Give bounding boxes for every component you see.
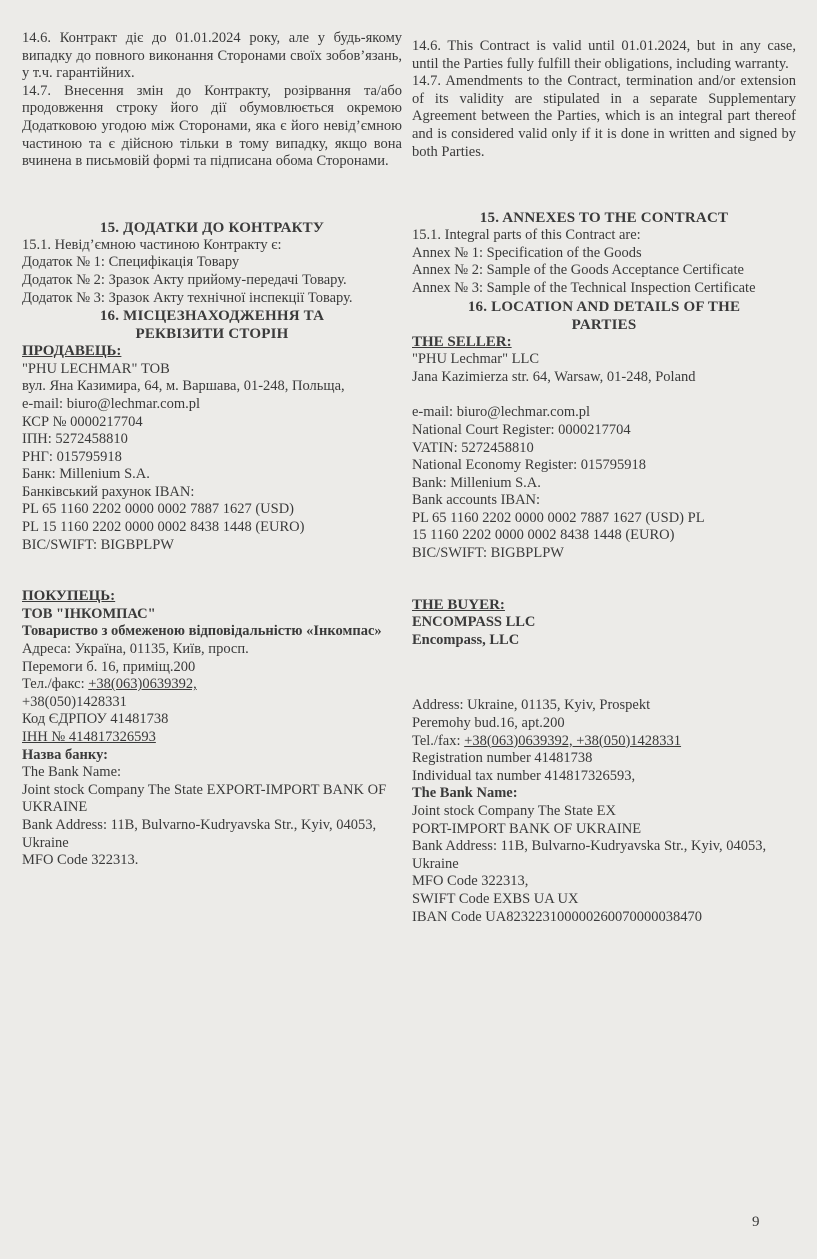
clause-14-7-en: 14.7. Amendments to the Contract, termination and/or extension of its validity are stipulated in a separate Supplementary Agreement between the Parties, which is an integral part thereof and is considered valid only if it is done in written and signed by both Parties. <box>412 73 796 160</box>
bank-name-uk: Joint stock Company The State EXPORT-IMPORT BANK OF UKRAINE <box>22 781 387 816</box>
seller-address-en: Jana Kazimierza str. 64, Warsaw, 01-248, Poland <box>412 368 696 385</box>
seller-ncr-en: National Court Register: 0000217704 <box>412 421 631 438</box>
annexes-heading-en: 15. ANNEXES TO THE CONTRACT <box>479 210 729 227</box>
seller-label-uk: ПРОДАВЕЦЬ: <box>22 343 122 360</box>
seller-name-uk: "PHU LECHMAR" ТОВ <box>22 360 170 377</box>
mfo-en: MFO Code 322313, <box>412 873 529 890</box>
iban-en: IBAN Code UA823223100000260070000038470 <box>412 908 702 925</box>
annexes-heading-uk: 15. ДОДАТКИ ДО КОНТРАКТУ <box>99 219 325 236</box>
bank-name-label-en: The Bank Name: <box>412 785 518 802</box>
seller-rng-uk: РНГ: 015795918 <box>22 448 122 465</box>
buyer-phone-link[interactable]: +38(063)0639392, +38(050)1428331 <box>464 732 682 749</box>
mfo-uk: MFO Code 322313. <box>22 852 139 869</box>
swift-en: SWIFT Code EXBS UA UX <box>412 890 579 907</box>
buyer-phone-en: Tel./fax: +38(063)0639392, +38(050)1428331 <box>412 732 682 749</box>
buyer-phone-1-link[interactable]: +38(063)0639392, <box>88 676 197 693</box>
buyer-tax-en: Individual tax number 414817326593, <box>412 767 636 784</box>
buyer-label-uk: ПОКУПЕЦЬ: <box>22 588 116 605</box>
seller-email-en: e-mail: biuro@lechmar.com.pl <box>412 404 591 421</box>
seller-name-en: "PHU Lechmar" LLC <box>412 351 540 368</box>
seller-bic-uk: BIC/SWIFT: BIGBPLPW <box>22 536 174 553</box>
page-number: 9 <box>752 1214 760 1230</box>
seller-bank-uk: Банк: Millenium S.A. <box>22 466 150 483</box>
buyer-address-2-uk: Перемоги б. 16, приміщ.200 <box>22 658 196 675</box>
annex-1-en: Annex № 1: Specification of the Goods <box>412 244 642 261</box>
annex-2-uk: Додаток № 2: Зразок Акту прийому-передачі Товару. <box>22 271 347 288</box>
bank-name-label-uk: Назва банку: <box>22 746 108 763</box>
buyer-ipn-uk: ІНН № 414817326593 <box>22 729 156 745</box>
buyer-address-1-en: Address: Ukraine, 01135, Kyiv, Prospekt <box>412 697 651 714</box>
buyer-label-en: THE BUYER: <box>412 596 505 613</box>
seller-iban-usd-uk: PL 65 1160 2202 0000 0002 7887 1627 (USD) <box>22 501 295 518</box>
clause-14-7-uk: 14.7. Внесення змін до Контракту, розірвання та/або продовження строку його дії обумовлюється окремою Додатковою угодою між Сторонами, яка є його невід’ємною частиною та є дійсною тільки в тому випадку, якщо вона вчинена в письмовій формі та підписана обома Сторонами. <box>22 82 402 170</box>
bank-name-line-1-en: Joint stock Company The State EX <box>412 803 616 819</box>
clause-14-6-en: 14.6. This Contract is valid until 01.01.2024, but in any case, until the Parties fully fulfill their obligations, including warranty. <box>412 38 796 72</box>
buyer-address-2-en: Peremohy bud.16, apt.200 <box>412 715 565 732</box>
ukrainian-column <box>22 30 402 870</box>
seller-iban-eur-en: 15 1160 2202 0000 0002 8438 1448 (EURO) <box>412 527 675 544</box>
buyer-name-en: ENCOMPASS LLC <box>412 614 536 631</box>
buyer-phone-uk: Тел./факс: +38(063)0639392, <box>22 676 197 693</box>
location-heading-en: 16. LOCATION AND DETAILS OF THE PARTIES <box>467 298 741 333</box>
seller-iban-usd-en: PL 65 1160 2202 0000 0002 7887 1627 (USD) PL <box>412 509 705 526</box>
seller-bank-en: Bank: Millenium S.A. <box>412 474 541 491</box>
bank-name-en-label-uk: The Bank Name: <box>22 764 122 781</box>
seller-ner-en: National Economy Register: 015795918 <box>412 457 646 474</box>
english-column <box>412 38 796 926</box>
seller-account-label-en: Bank accounts IBAN: <box>412 492 541 509</box>
clause-14-6-uk: 14.6. Контракт діє до 01.01.2024 року, але у будь-якому випадку до повного виконання Сторонами своїх зобов’язань, у т.ч. гарантійних. <box>22 30 402 82</box>
seller-address-uk: вул. Яна Казимира, 64, м. Варшава, 01-248, Польща, <box>22 378 345 395</box>
seller-bic-en: BIC/SWIFT: BIGBPLPW <box>412 545 564 562</box>
bank-address-en: Bank Address: 11B, Bulvarno-Kudryavska Str., Kyiv, 04053, Ukraine <box>412 838 767 872</box>
annex-3-en: Annex № 3: Sample of the Technical Inspection Certificate <box>412 279 756 296</box>
buyer-name-uk: ТОВ "ІНКОМПАС" <box>22 605 156 622</box>
seller-ipn-uk: ІПН: 5272458810 <box>22 431 128 448</box>
buyer-fullname-uk: Товариство з обмеженою відповідальністю «Інкомпас» <box>22 623 382 640</box>
annexes-intro-en: 15.1. Integral parts of this Contract are: <box>412 227 641 244</box>
buyer-reg-en: Registration number 41481738 <box>412 750 593 767</box>
buyer-edrpou-uk: Код ЄДРПОУ 41481738 <box>22 711 169 728</box>
seller-label-en: THE SELLER: <box>412 333 512 350</box>
seller-account-label-uk: Банківський рахунок IBAN: <box>22 483 195 500</box>
seller-email-uk: e-mail: biuro@lechmar.com.pl <box>22 395 201 412</box>
buyer-fullname-en: Encompass, LLC <box>412 631 520 648</box>
bank-address-uk: Bank Address: 11B, Bulvarno-Kudryavska Str., Kyiv, 04053, Ukraine <box>22 816 377 851</box>
bank-name-line-2-en: PORT-IMPORT BANK OF UKRAINE <box>412 820 642 837</box>
buyer-phone-2-uk: +38(050)1428331 <box>22 693 127 710</box>
seller-ksr-uk: КСР № 0000217704 <box>22 413 143 430</box>
location-heading-uk: 16. МІСЦЕЗНАХОДЖЕННЯ ТА РЕКВІЗИТИ СТОРІН <box>99 308 325 343</box>
annexes-intro-uk: 15.1. Невід’ємною частиною Контракту є: <box>22 236 282 253</box>
annex-3-uk: Додаток № 3: Зразок Акту технічної інспекції Товару. <box>22 289 353 306</box>
buyer-address-1-uk: Адреса: Україна, 01135, Київ, просп. <box>22 641 249 658</box>
annex-1-uk: Додаток № 1: Специфікація Товару <box>22 254 240 271</box>
seller-iban-eur-uk: PL 15 1160 2202 0000 0002 8438 1448 (EURO) <box>22 519 305 536</box>
seller-vatin-en: VATIN: 5272458810 <box>412 439 534 456</box>
annex-2-en: Annex № 2: Sample of the Goods Acceptance Certificate <box>412 262 744 279</box>
